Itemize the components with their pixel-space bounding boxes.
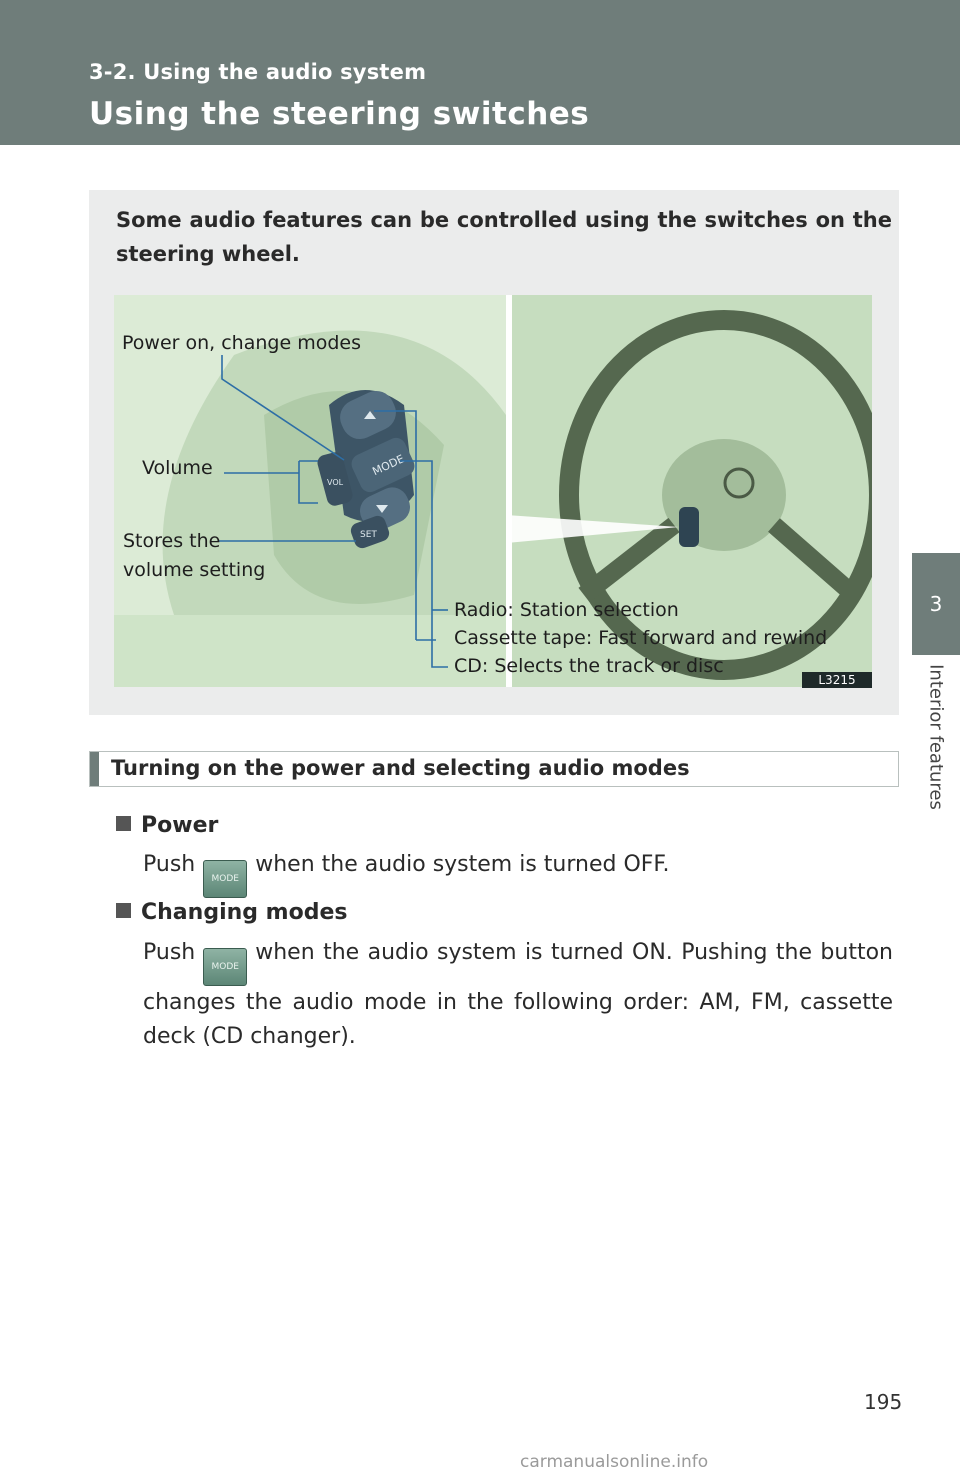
item-body-modes	[143, 936, 893, 1054]
watermark: carmanualsonline.info	[520, 1452, 709, 1472]
item-heading-power	[116, 813, 218, 838]
label-volume: Volume	[142, 457, 213, 479]
item-heading-modes	[116, 900, 347, 925]
label-stores-line2: volume setting	[123, 559, 266, 581]
power-push-text: Push	[143, 852, 196, 877]
modes-push-text: Push	[143, 940, 196, 965]
label-radio: Radio: Station selection	[454, 599, 679, 621]
mode-mark: MODE	[370, 452, 407, 479]
page-header	[0, 0, 960, 145]
item-heading-modes-text: Changing modes	[141, 900, 348, 925]
mode-button-icon: MODE	[203, 948, 247, 986]
subheading-box	[89, 751, 899, 787]
subheading: Turning on the power and selecting audio modes	[111, 756, 690, 780]
label-power-modes: Power on, change modes	[122, 332, 361, 354]
intro-text: Some audio features can be controlled using the switches on the steering wheel.	[116, 208, 892, 266]
square-bullet-icon	[116, 903, 131, 918]
chapter-tab	[912, 553, 960, 655]
page-title: Using the steering switches	[89, 96, 590, 132]
section-label: 3-2. Using the audio system	[89, 60, 427, 84]
set-mark: SET	[360, 530, 377, 540]
chapter-number: 3	[929, 592, 943, 616]
mode-button-icon: MODE	[203, 860, 247, 898]
item-heading-power-text: Power	[141, 813, 219, 838]
page-number: 195	[864, 1390, 903, 1414]
figure-code: L3215	[802, 672, 872, 688]
label-cassette: Cassette tape: Fast forward and rewind	[454, 627, 828, 649]
steering-switch-figure	[114, 295, 872, 687]
label-stores-line1: Stores the	[123, 530, 221, 552]
item-body-power	[143, 848, 893, 898]
chapter-label: Interior features	[925, 664, 947, 810]
subheading-bar	[90, 752, 99, 786]
power-desc-text: when the audio system is turned OFF.	[255, 852, 670, 877]
vol-mark: VOL	[327, 478, 344, 487]
square-bullet-icon	[116, 816, 131, 831]
modes-desc-text: when the audio system is turned ON. Pushing the button changes the audio mode in the following order: AM, FM, cassette deck (CD changer).	[143, 940, 893, 1049]
label-cd: CD: Selects the track or disc	[454, 655, 724, 677]
